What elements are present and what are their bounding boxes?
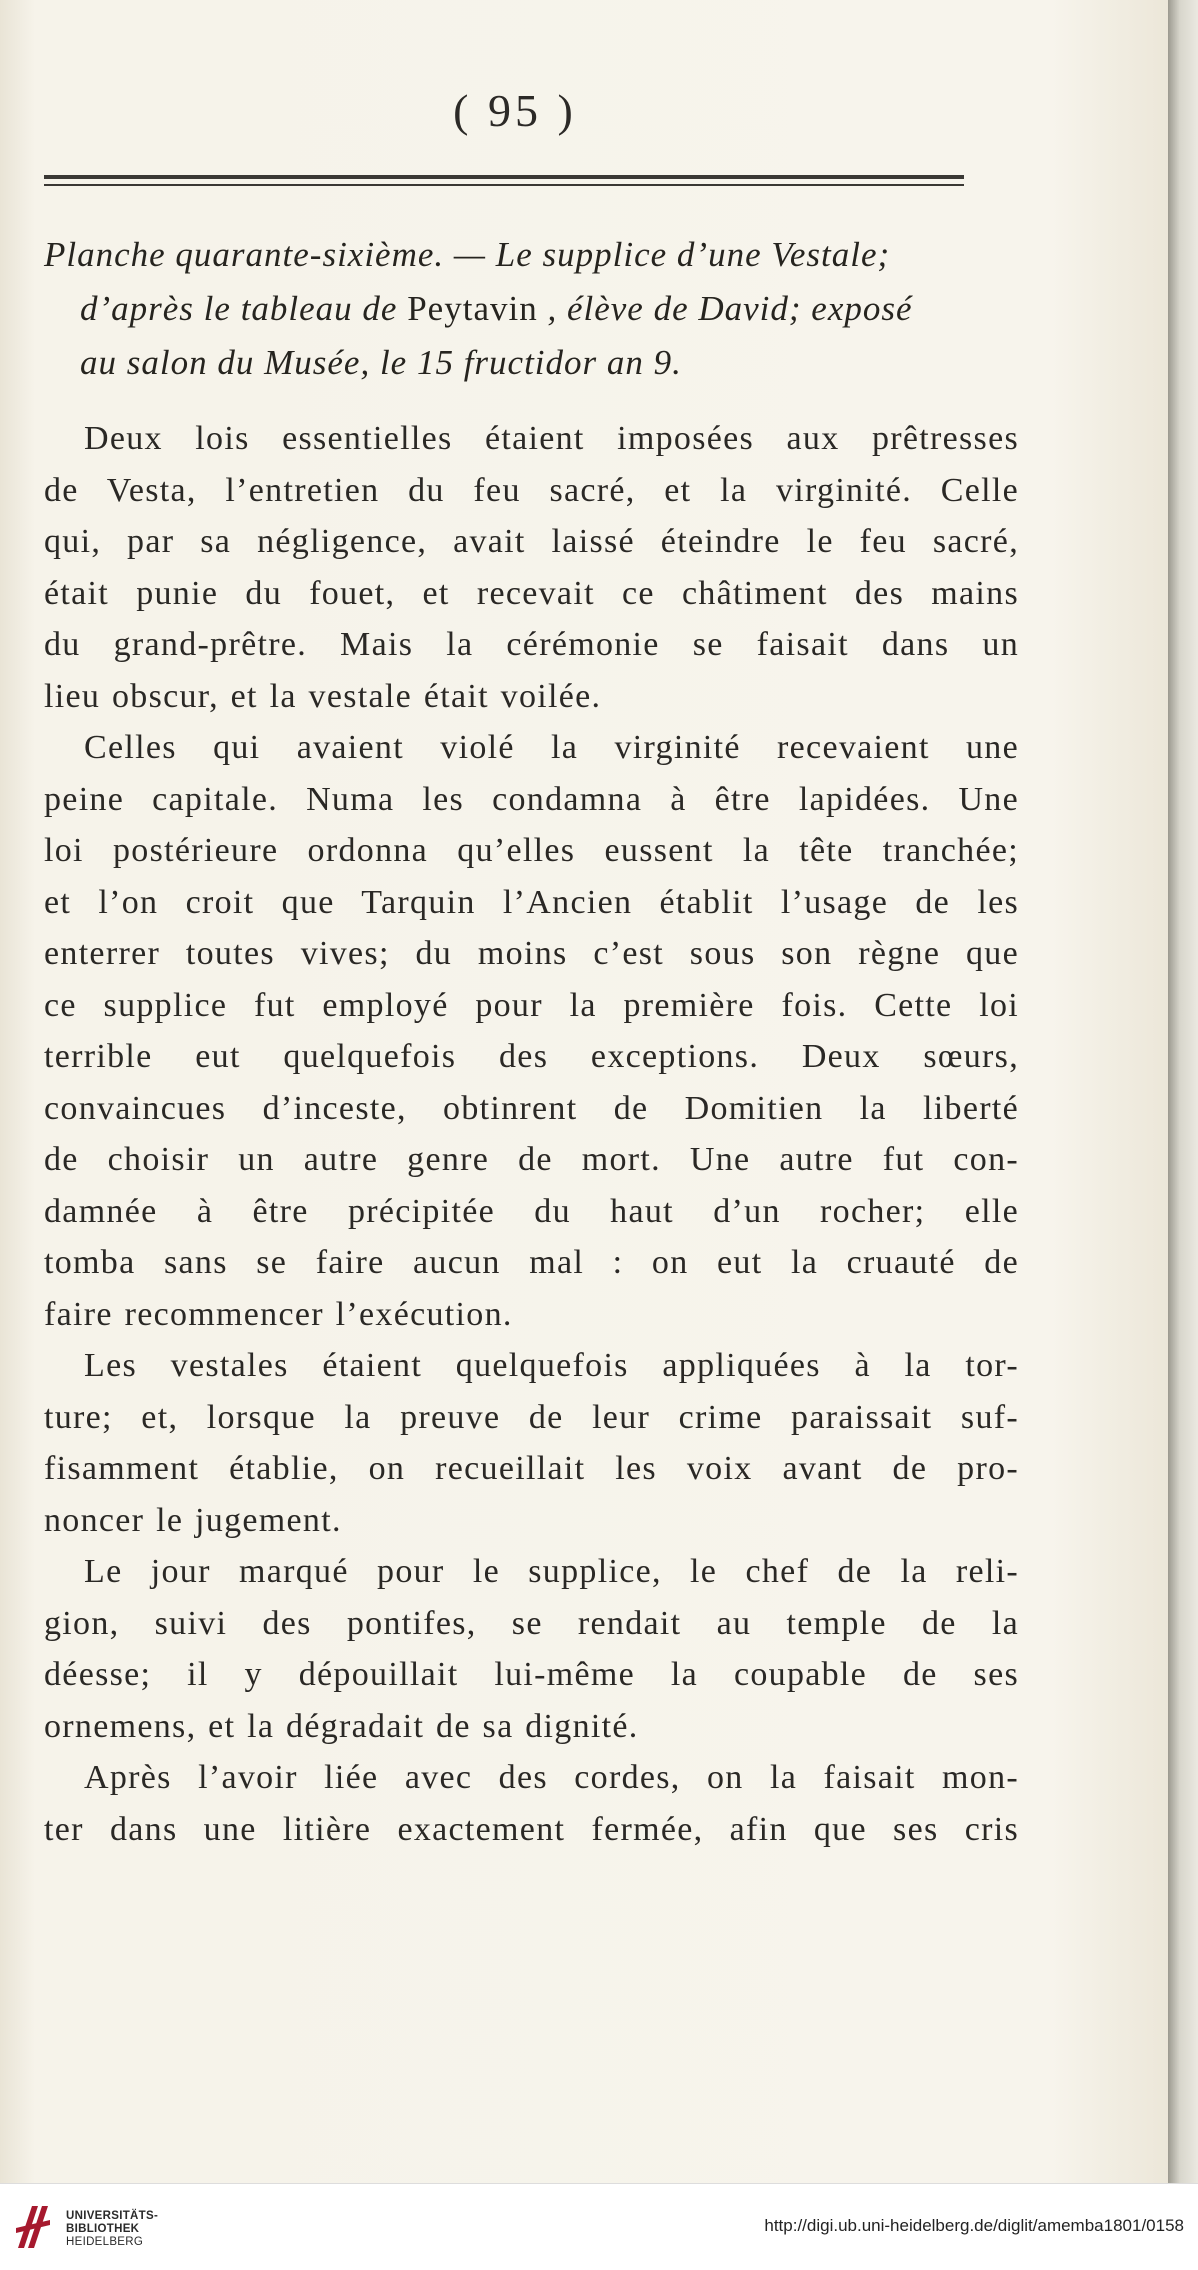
- text-line: enterrer toutes vives; du moins c’est sous son règne que: [44, 935, 1019, 972]
- text-line: ornemens, et la dégradait de sa dignité.: [44, 1707, 639, 1745]
- text-line: lieu obscur, et la vestale était voilée.: [44, 677, 602, 715]
- text-line: tomba sans se faire aucun mal : on eut la cruauté de: [44, 1244, 1019, 1281]
- text-line: faire recommencer l’exécution.: [44, 1295, 513, 1333]
- viewer-footer: [0, 2183, 1198, 2270]
- text-line: noncer le jugement.: [44, 1501, 342, 1539]
- text-line: était punie du fouet, et recevait ce châtiment des mains: [44, 574, 1019, 612]
- text-line: terrible eut quelquefois des exceptions. Deux sœurs,: [44, 1038, 1019, 1075]
- header-rule-thick: [44, 175, 964, 179]
- book-edge: [1168, 0, 1198, 2183]
- text-line: déesse; il y dépouillait lui-même la coupable de ses: [44, 1656, 1019, 1693]
- institution-line-1: UNIVERSITÄTS-: [66, 2210, 159, 2222]
- text-line: Après l’avoir liée avec des cordes, on la faisait mon-: [84, 1759, 1019, 1796]
- ub-heidelberg-logo-icon[interactable]: [14, 2198, 54, 2256]
- text-line: ture; et, lorsque la preuve de leur crime paraissait suf-: [44, 1398, 1019, 1436]
- caption-line-1: Planche quarante-sixième. — Le supplice d’une Vestale;: [44, 235, 891, 274]
- text-line: convaincues d’inceste, obtinrent de Domitien la liberté: [44, 1089, 1019, 1127]
- text-line: ce supplice fut employé pour la première fois. Cette loi: [44, 986, 1019, 1024]
- paragraph: [44, 1546, 1019, 1752]
- text-line: de Vesta, l’entretien du feu sacré, et la virginité. Celle: [44, 471, 1019, 509]
- caption-line-2-pre: d’après le tableau de: [80, 289, 408, 328]
- caption-line-2: [44, 282, 994, 336]
- page-number: ( 95 ): [453, 85, 577, 136]
- text-line: damnée à être précipitée du haut d’un rocher; elle: [44, 1192, 1019, 1230]
- plate-caption: [44, 228, 994, 390]
- text-line: et l’on croit que Tarquin l’Ancien établit l’usage de les: [44, 883, 1019, 921]
- text-line: ter dans une litière exactement fermée, afin que ses cris: [44, 1810, 1019, 1848]
- caption-line-2-post: , élève de David; exposé: [547, 289, 913, 328]
- text-line: Celles qui avaient violé la virginité recevaient une: [84, 729, 1019, 766]
- permalink-url[interactable]: http://digi.ub.uni-heidelberg.de/diglit/amemba1801/0158: [764, 2216, 1184, 2235]
- text-line: Les vestales étaient quelquefois appliquées à la tor-: [84, 1347, 1019, 1384]
- caption-author: Peytavin: [407, 289, 538, 328]
- institution-line-2: BIBLIOTHEK: [66, 2223, 140, 2235]
- paragraph: [44, 413, 1019, 722]
- text-line: Deux lois essentielles étaient imposées aux prêtresses: [84, 420, 1019, 457]
- text-line: peine capitale. Numa les condamna à être lapidées. Une: [44, 780, 1019, 818]
- text-line: loi postérieure ordonna qu’elles eussent la tête tranchée;: [44, 832, 1019, 869]
- text-line: de choisir un autre genre de mort. Une autre fut con-: [44, 1141, 1019, 1178]
- caption-line-3: au salon du Musée, le 15 fructidor an 9.: [80, 343, 682, 382]
- header-rule-thin: [44, 184, 964, 186]
- body-text: [44, 413, 1019, 1855]
- paragraph: [44, 1752, 1019, 1855]
- text-line: Le jour marqué pour le supplice, le chef de la reli-: [84, 1553, 1019, 1590]
- text-line: gion, suivi des pontifes, se rendait au temple de la: [44, 1604, 1019, 1642]
- institution-name: [66, 2210, 158, 2249]
- paragraph: [44, 1340, 1019, 1546]
- institution-line-3: HEIDELBERG: [66, 2236, 144, 2248]
- text-line: qui, par sa négligence, avait laissé éteindre le feu sacré,: [44, 523, 1019, 560]
- text-line: fisamment établie, on recueillait les voix avant de pro-: [44, 1450, 1019, 1487]
- text-line: du grand-prêtre. Mais la cérémonie se faisait dans un: [44, 626, 1019, 663]
- paragraph: [44, 722, 1019, 1340]
